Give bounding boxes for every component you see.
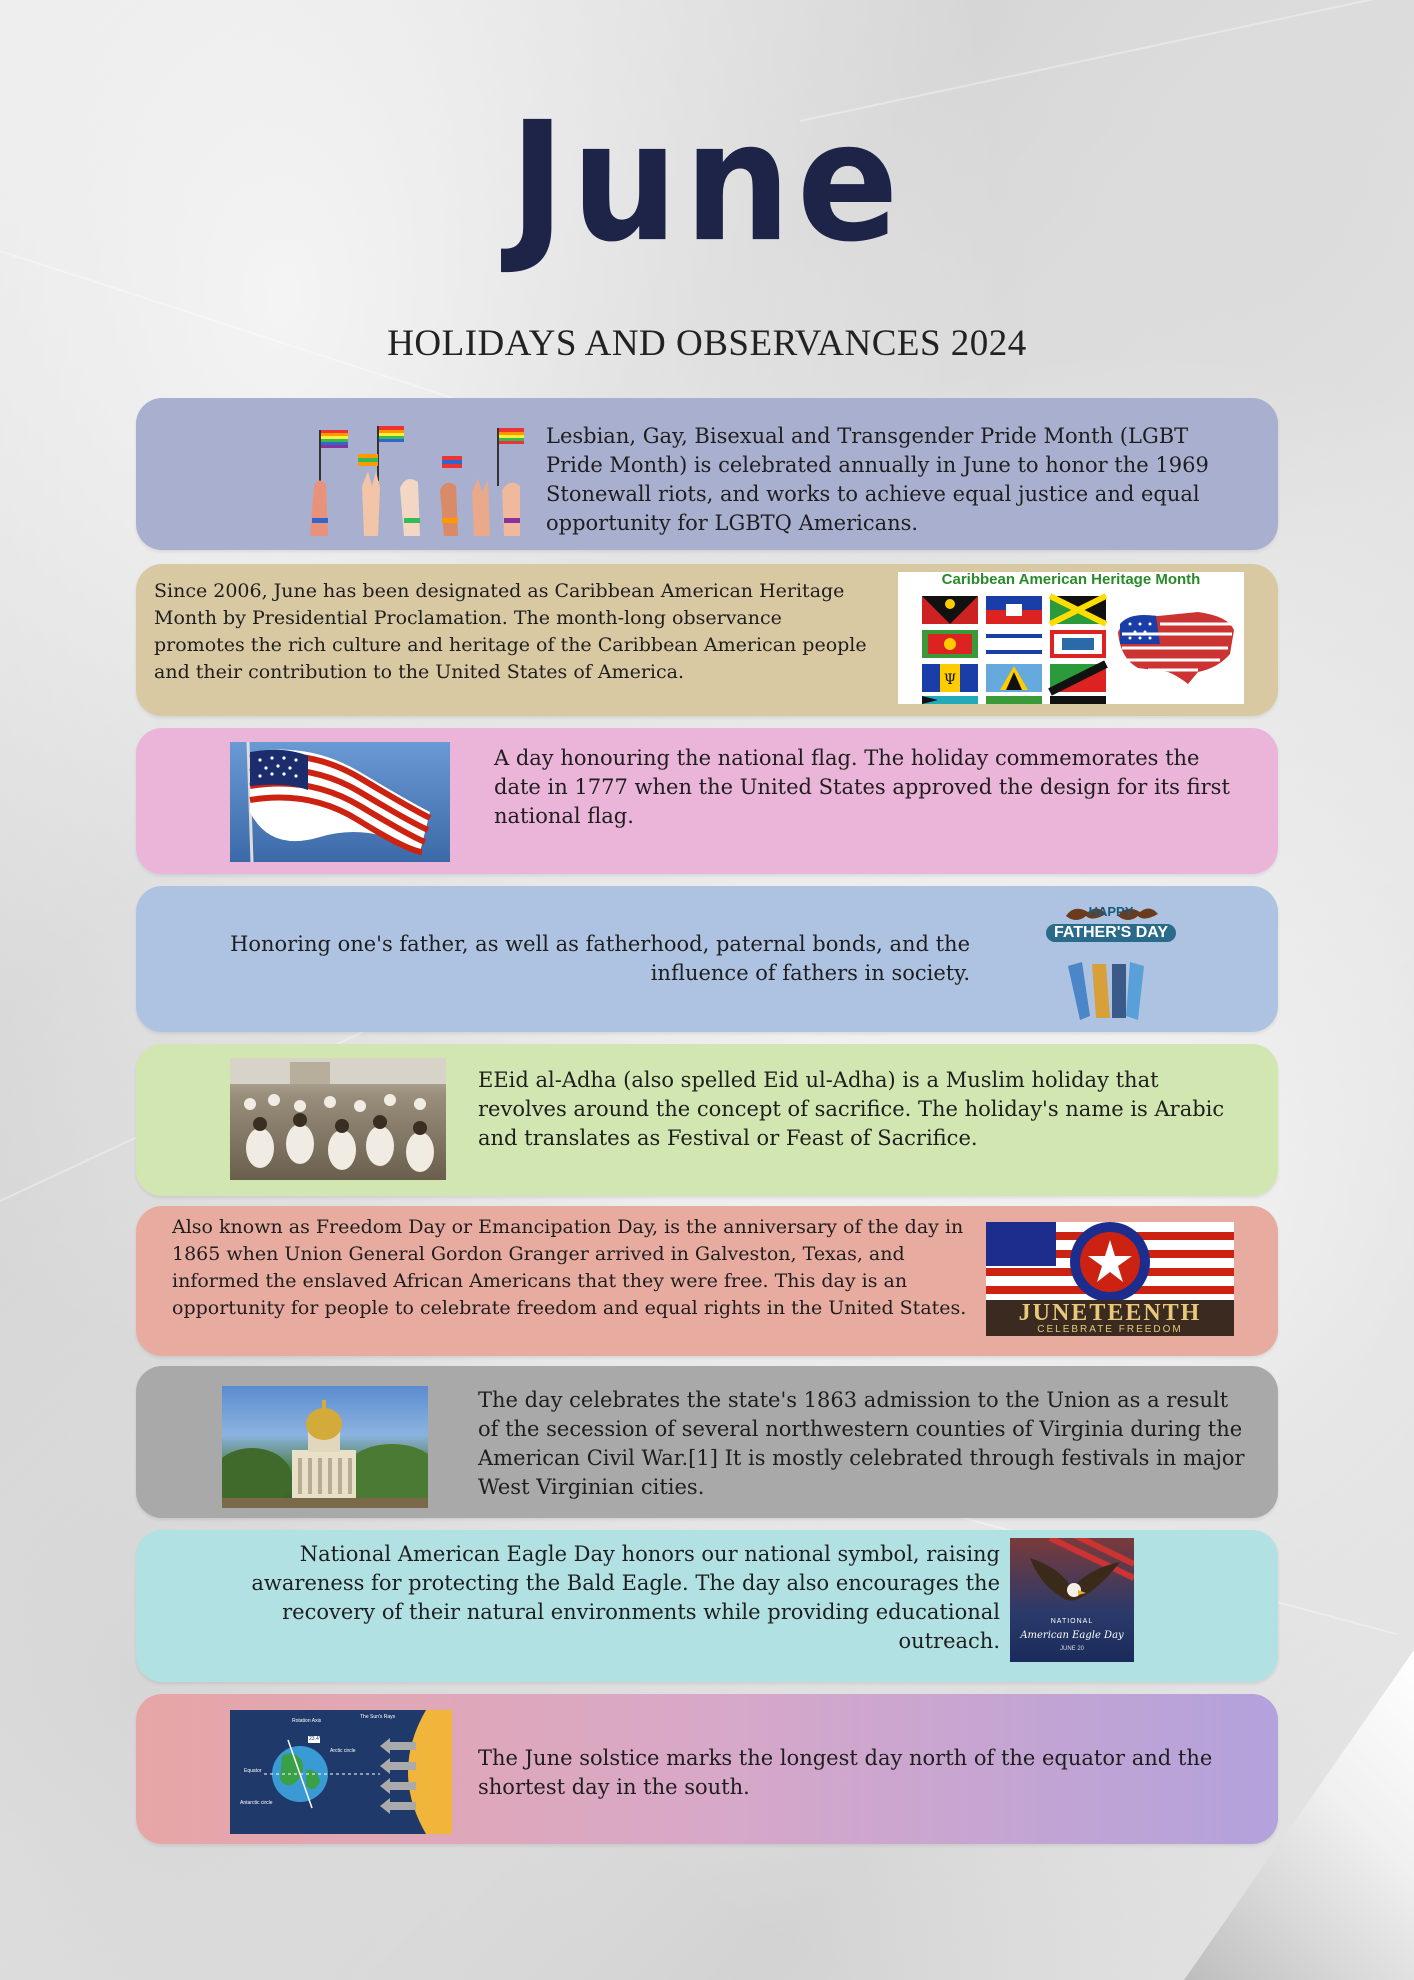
card-juneteenth: [136, 1206, 1278, 1356]
solstice-label-arctic-circle: Arctic circle: [330, 1748, 356, 1754]
caribbean-flags-image: [898, 572, 1244, 704]
solstice-label-rotation-axis: Rotation Axis: [292, 1718, 322, 1724]
west-virginia-capitol-image: [222, 1386, 428, 1508]
card-eagle-day: [136, 1530, 1278, 1682]
card-pride-month: [136, 398, 1278, 550]
flag-day-text: A day honouring the national flag. The holiday commemorates the date in 1777 when the United States approved the design for its first national flag.: [494, 746, 1230, 828]
june-solstice-text: The June solstice marks the longest day north of the equator and the shortest day in the south.: [478, 1746, 1213, 1799]
card-flag-day: [136, 728, 1278, 874]
juneteenth-caption-1: JUNETEENTH: [1018, 1300, 1202, 1326]
card-fathers-day: [136, 886, 1278, 1032]
eagle-day-text: National American Eagle Day honors our national symbol, raising awareness for protecting the Bald Eagle. The day also encourages the recovery of their natural environments while providing educational outreach.: [251, 1542, 1000, 1653]
juneteenth-image: [986, 1222, 1234, 1336]
juneteenth-caption-2: CELEBRATE FREEDOM: [1037, 1324, 1183, 1335]
caribbean-heritage-text: Since 2006, June has been designated as Caribbean American Heritage Month by Presidential Proclamation. The month-long observance promotes the rich culture and heritage of the Caribbean American people and their contribution to the United States of America.: [154, 580, 867, 683]
eid-al-adha-text: EEid al-Adha (also spelled Eid ul-Adha) is a Muslim holiday that revolves around the concept of sacrifice. The holiday's name is Arabic and translates as Festival or Feast of Sacrifice.: [478, 1068, 1225, 1150]
fathers-day-caption-1: HAPPY: [1088, 904, 1134, 919]
fathers-day-image: [1046, 894, 1176, 1024]
solstice-label-tilt-angle: 23.4°: [309, 1736, 321, 1742]
eagle-day-image: [1010, 1538, 1134, 1662]
fathers-day-text: Honoring one's father, as well as fatherhood, paternal bonds, and the influence of fathers in society.: [230, 932, 970, 985]
juneteenth-text: Also known as Freedom Day or Emancipation Day, is the anniversary of the day in 1865 when Union General Gordon Granger arrived in Galveston, Texas, and informed the enslaved African Americans that they were free. This day is an opportunity for people to celebrate freedom and equal rights in the United States.: [172, 1216, 967, 1319]
eagle-day-caption-3: JUNE 20: [1059, 1646, 1084, 1652]
west-virginia-day-text: The day celebrates the state's 1863 admission to the Union as a result of the secession of several northwestern counties of Virginia during the American Civil War.[1] It is mostly celebrated through festivals in major West Virginian cities.: [478, 1388, 1245, 1499]
card-eid-al-adha: [136, 1044, 1278, 1196]
solstice-label-suns-rays: The Sun's Rays: [360, 1714, 396, 1720]
card-west-virginia-day: [136, 1366, 1278, 1518]
pride-month-text: Lesbian, Gay, Bisexual and Transgender Pride Month (LGBT Pride Month) is celebrated annually in June to honor the 1969 Stonewall riots, and works to achieve equal justice and equal opportunity for LGBTQ Americans.: [546, 424, 1209, 535]
card-caribbean-heritage: [136, 564, 1278, 716]
page-title: June: [509, 87, 905, 279]
svg-text:Ψ: Ψ: [943, 672, 957, 688]
fathers-day-caption-2: FATHER'S DAY: [1046, 924, 1176, 942]
solstice-diagram-image: [230, 1710, 452, 1834]
page-subtitle: HOLIDAYS AND OBSERVANCES 2024: [387, 323, 1027, 364]
solstice-label-antarctic-circle: Antarctic circle: [240, 1800, 273, 1806]
us-flag-image: [230, 742, 450, 862]
caribbean-image-caption: Caribbean American Heritage Month: [941, 572, 1201, 588]
solstice-label-equator: Equator: [244, 1768, 262, 1774]
eagle-day-caption-1: NATIONAL: [1050, 1618, 1094, 1625]
card-june-solstice: [136, 1694, 1278, 1844]
eid-prayer-image: [230, 1058, 446, 1180]
pride-hands-image: [306, 426, 526, 536]
eagle-day-caption-2: American Eagle Day: [1020, 1630, 1124, 1641]
